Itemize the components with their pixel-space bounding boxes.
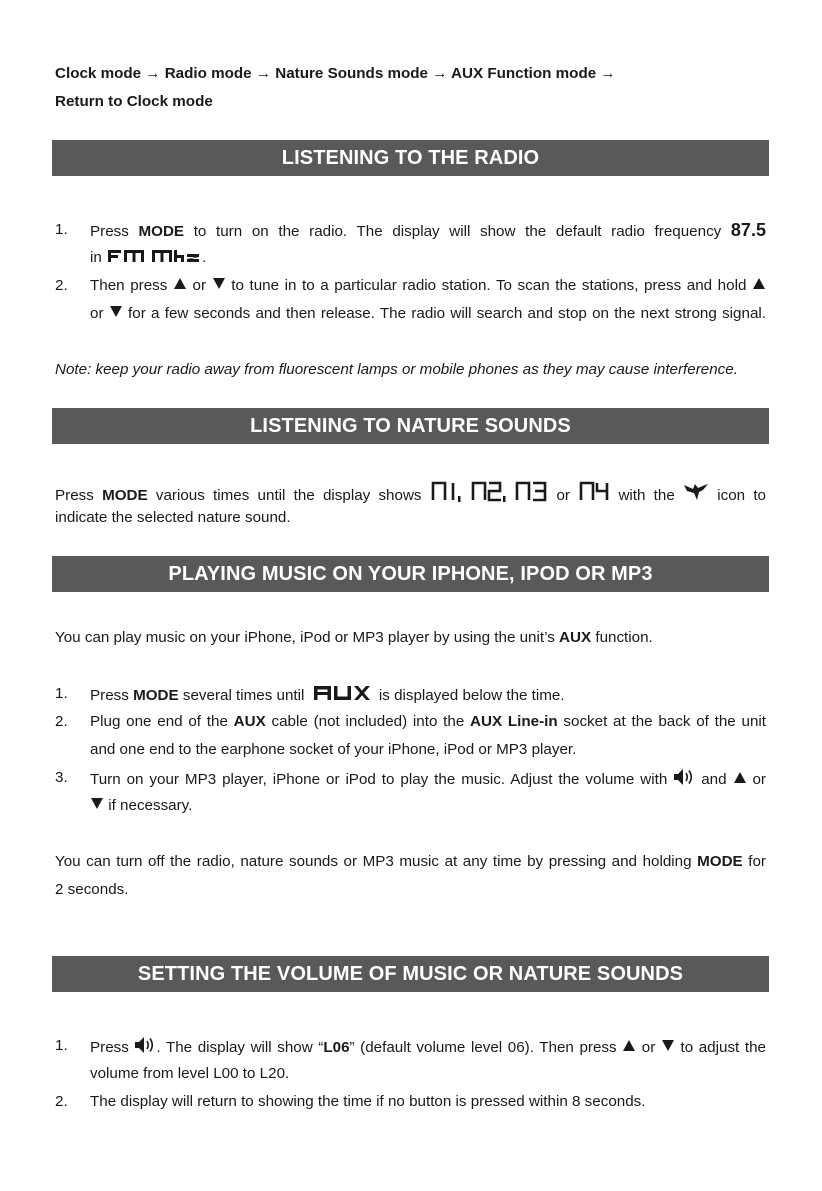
up-arrow-icon [753,278,765,289]
radio-step-1-line-1 [90,220,766,242]
music-step-2-line-2: and one end to the earphone socket of your iPhone, iPod or MP3 player. [90,741,577,758]
mode-keyword: MODE [697,853,743,870]
down-arrow-icon [213,278,225,289]
text: Press [90,687,129,704]
text: You can play music on your iPhone, iPod or MP3 player by using the unit’s [55,629,555,646]
text: function. [595,629,653,646]
nature-paragraph-line-1 [55,480,766,506]
music-step-3-line-1 [90,768,766,790]
text: several times until [182,687,305,704]
section-title-music: PLAYING MUSIC ON YOUR IPHONE, IPOD OR MP3 [52,556,769,592]
text: for [748,853,766,870]
volume-step-1-number: 1. [55,1037,68,1054]
text: for a few seconds and then release. The radio will search and stop on the next strong signal. [128,305,766,322]
default-frequency: 87.5 [730,220,766,240]
down-arrow-icon [91,798,103,809]
music-step-2-number: 2. [55,713,68,730]
down-arrow-icon [110,306,122,317]
volume-step-2-number: 2. [55,1093,68,1110]
down-arrow-icon [662,1040,674,1051]
text: Plug one end of the [90,713,228,730]
text: cable (not included) into the [271,713,465,730]
music-intro [55,628,653,648]
music-step-3-number: 3. [55,769,68,786]
text: with the [618,487,675,504]
music-step-1-number: 1. [55,685,68,702]
text: to adjust the [680,1039,766,1056]
text: You can turn off the radio, nature sounds or MP3 music at any time by pressing and holding [55,853,692,870]
text: or [752,771,766,788]
text: . [202,249,207,266]
aux-keyword: AUX [559,629,592,646]
up-arrow-icon [174,278,186,289]
fm-mhz-display-icon [106,248,202,264]
section-title-volume: SETTING THE VOLUME OF MUSIC OR NATURE SOUNDS [52,956,769,992]
radio-note: Note: keep your radio away from fluorescent lamps or mobile phones as they may cause interference. [55,361,738,378]
aux-keyword: AUX [233,713,266,730]
radio-step-1-number: 1. [55,221,68,238]
volume-level-display: L06 [323,1039,350,1056]
text: or [641,1039,656,1056]
music-off-line-1 [55,852,766,872]
nature-paragraph-line-2: indicate the selected nature sound. [55,509,291,526]
text: or [192,277,207,294]
text: if necessary. [108,797,193,814]
text: is displayed below the time. [378,687,565,704]
up-arrow-icon [734,772,746,783]
music-step-3-line-2 [90,796,192,816]
radio-step-2-line-1 [90,276,766,296]
radio-step-2-number: 2. [55,277,68,294]
volume-step-1-line-1 [90,1036,766,1058]
music-step-1 [90,684,565,706]
bird-icon [683,482,709,502]
radio-step-1-line-2 [90,248,206,268]
section-title-nature: LISTENING TO NATURE SOUNDS [52,408,769,444]
text: Press [55,487,94,504]
up-arrow-icon [623,1040,635,1051]
text: or [90,305,104,322]
text: icon to [717,487,766,504]
music-off-line-2: 2 seconds. [55,881,129,898]
n2-display-icon [470,480,506,502]
n3-display-icon [514,480,548,502]
mode-keyword: MODE [138,223,185,240]
text: or [556,487,570,504]
text: to tune in to a particular radio station. To scan the stations, press and hold [231,277,747,294]
text: various times until the display shows [155,487,422,504]
volume-step-2: The display will return to showing the time if no button is pressed within 8 seconds. [90,1093,646,1110]
aux-line-in-keyword: AUX Line-in [470,713,558,730]
section-title-radio: LISTENING TO THE RADIO [52,140,769,176]
text: Turn on your MP3 player, iPhone or iPod to play the music. Adjust the volume with [90,771,668,788]
text: in [90,249,102,266]
volume-icon [673,768,695,786]
text: ” (default volume level 06). Then press [349,1039,617,1056]
text: . The display will show “ [156,1039,324,1056]
mode-cycle-line-1: Clock mode → Radio mode → Nature Sounds mode → AUX Function mode → [55,65,616,82]
music-step-2-line-1 [90,712,766,732]
volume-step-1-line-2: volume from level L00 to L20. [90,1065,290,1082]
mode-keyword: MODE [133,687,179,704]
text: to turn on the radio. The display will show the default radio frequency [193,223,722,240]
text: Then press [90,277,168,294]
aux-display-icon [312,684,372,702]
volume-icon [134,1036,156,1054]
text: Press [90,1039,129,1056]
radio-step-2-line-2 [90,304,766,324]
text: and [701,771,727,788]
n4-display-icon [578,480,610,502]
n1-display-icon [430,480,462,502]
text: Press [90,223,129,240]
text: socket at the back of the unit [563,713,766,730]
mode-cycle-line-2: Return to Clock mode [55,93,213,110]
mode-keyword: MODE [102,487,148,504]
